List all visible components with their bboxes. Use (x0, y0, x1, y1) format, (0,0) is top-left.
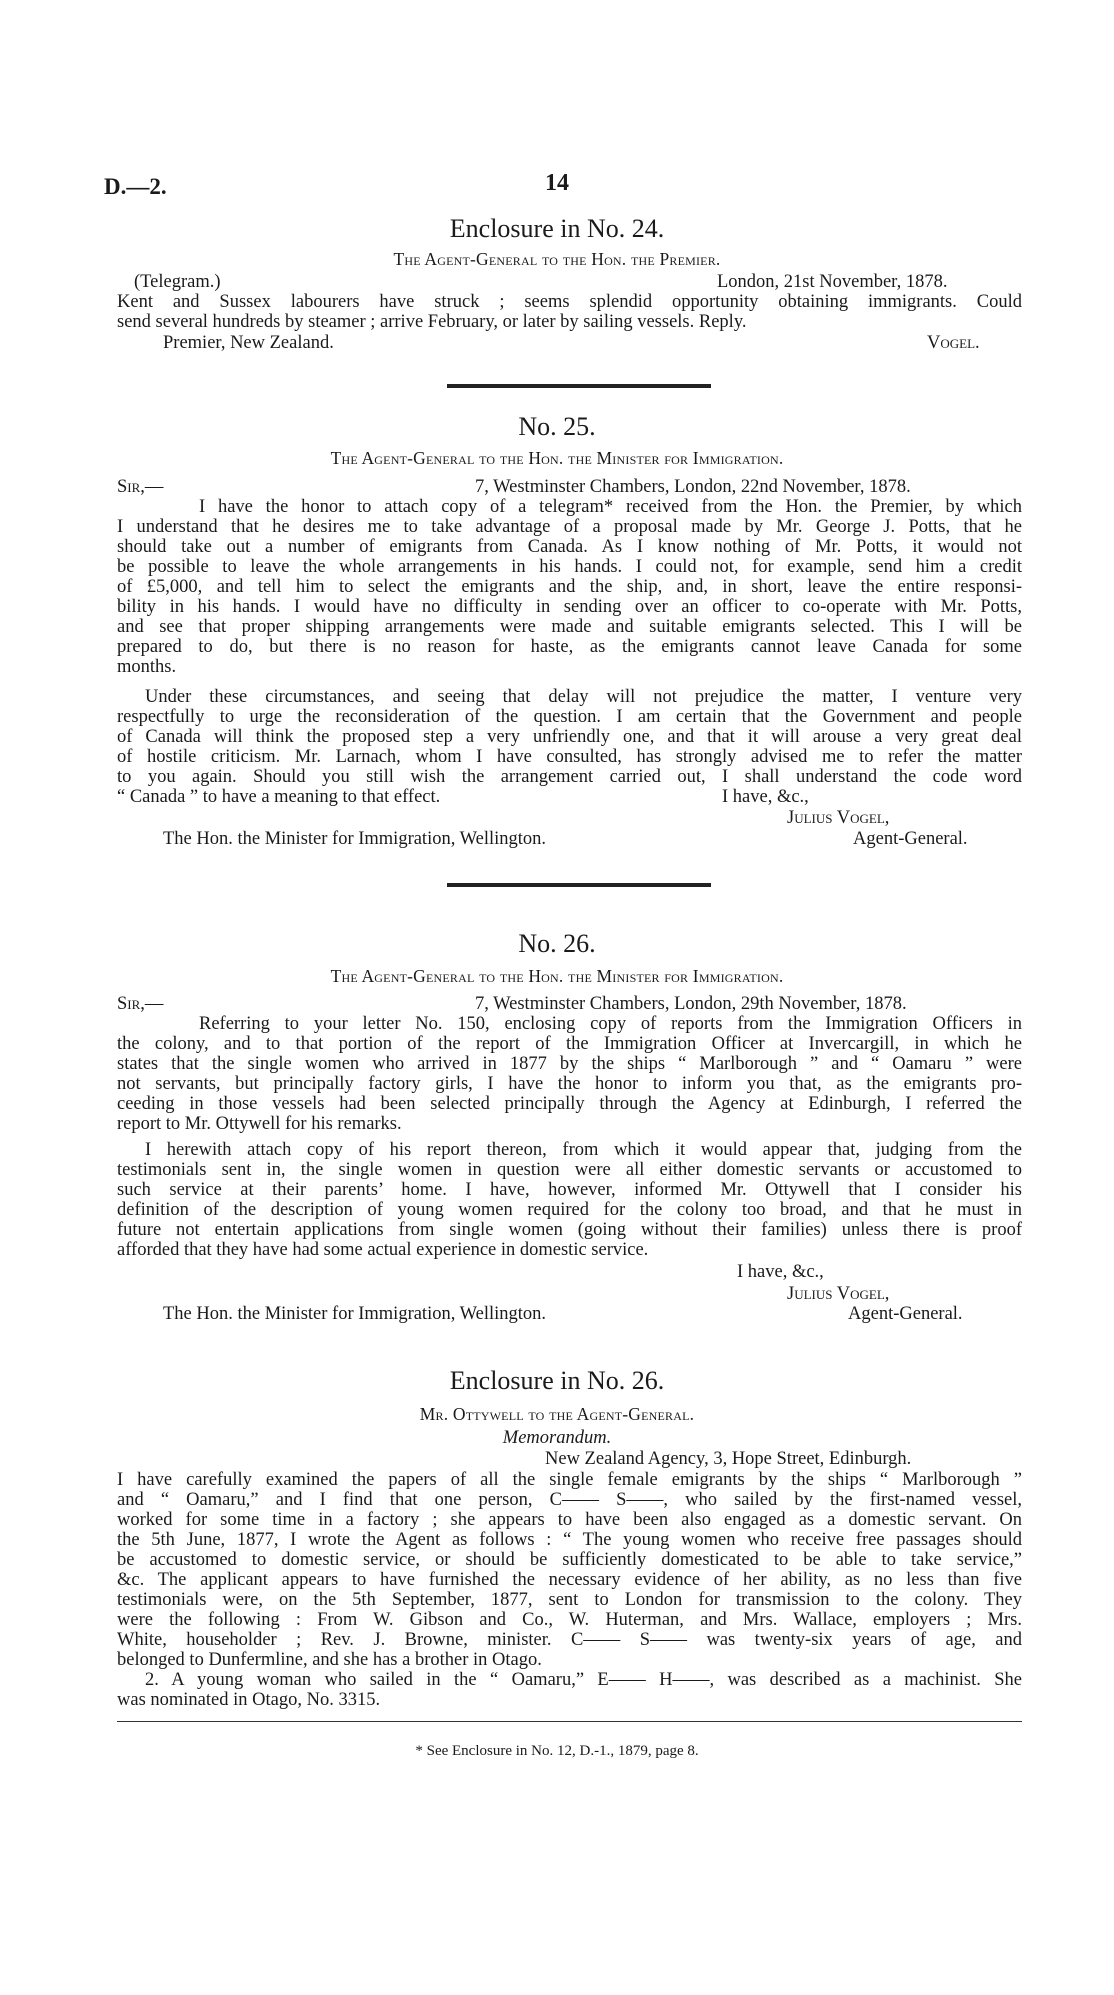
enclosure26-address: New Zealand Agency, 3, Hope Street, Edinburgh. (545, 1449, 912, 1469)
footnote-rule (117, 1721, 1022, 1722)
body-line: states that the single women who arrived in 1877 by the ships “ Marlborough ” and “ Oamaru ” were (117, 1054, 1022, 1074)
body-line: I have the honor to attach copy of a telegram* received from the Hon. the Premier, by which (199, 497, 1022, 517)
body-line: be possible to leave the whole arrangements in his hands. I could not, for example, send him a credit (117, 557, 1022, 577)
body-line: prepared to do, but there is no reason for haste, as the emigrants cannot leave Canada for some (117, 637, 1022, 657)
body-line: worked for some time in a factory ; she appears to have been also engaged as a domestic servant. On (117, 1510, 1022, 1530)
body-line: I understand that he desires me to take advantage of a proposal made by Mr. George J. Potts, that he (117, 517, 1022, 537)
document-code: D.—2. (104, 174, 167, 199)
no25-title: No. 25. (518, 412, 596, 441)
no25-addressee: The Hon. the Minister for Immigration, Wellington. (163, 829, 547, 849)
no25-para2 (117, 687, 1022, 787)
no26-title: No. 26. (518, 929, 596, 958)
body-line: definition of the description of young women required for the colony too broad, and that he must in (117, 1200, 1022, 1220)
enclosure24-subtitle: The Agent-General to the Hon. the Premier. (393, 249, 721, 269)
no26-addressee: The Hon. the Minister for Immigration, Wellington. (163, 1304, 547, 1324)
body-line: Referring to your letter No. 150, enclosing copy of reports from the Immigration Officers in (199, 1014, 1022, 1034)
body-line: and see that proper shipping arrangements were made and suitable emigrants selected. This I will be (117, 617, 1022, 637)
no26-signature: Julius Vogel, (787, 1284, 890, 1304)
no25-dateline: 7, Westminster Chambers, London, 22nd November, 1878. (475, 477, 911, 497)
enclosure24-dateline: London, 21st November, 1878. (717, 272, 948, 292)
body-line: the 5th June, 1877, I wrote the Agent as follows : “ The young women who receive free passages should (117, 1530, 1022, 1550)
body-line: respectfully to urge the reconsideration of the question. I am certain that the Government and people (117, 707, 1022, 727)
no26-para2 (117, 1140, 1022, 1260)
section-divider (447, 883, 711, 887)
enclosure26-para2 (117, 1670, 1022, 1710)
body-line: not servants, but principally factory girls, I have the honor to inform you that, as the emigrants pro- (117, 1074, 1022, 1094)
body-line: 2. A young woman who sailed in the “ Oamaru,” E—— H——, was described as a machinist. She (145, 1670, 1022, 1690)
body-line: report to Mr. Ottywell for his remarks. (117, 1114, 402, 1134)
body-line: to you again. Should you still wish the arrangement carried out, I shall understand the code word (117, 767, 1022, 787)
body-line: of hostile criticism. Mr. Larnach, whom I have consulted, has strongly advised me to refer the matter (117, 747, 1022, 767)
body-line: the colony, and to that portion of the report of the Immigration Officer at Invercargill, in which he (117, 1034, 1022, 1054)
enclosure24-addressee: Premier, New Zealand. (163, 333, 334, 353)
body-line: was nominated in Otago, No. 3315. (117, 1690, 381, 1710)
no25-closing: I have, &c., (722, 787, 809, 807)
no25-para1 (117, 497, 1022, 677)
section-divider (447, 384, 711, 388)
enclosure26-subtitle: Mr. Ottywell to the Agent-General. (419, 1404, 695, 1424)
memorandum-label: Memorandum. (502, 1428, 612, 1448)
body-line: send several hundreds by steamer ; arrive February, or later by sailing vessels. Reply. (117, 312, 747, 332)
body-line: should take out a number of emigrants from Canada. As I know nothing of Mr. Potts, it would not (117, 537, 1022, 557)
enclosure24-body (117, 292, 1022, 332)
no26-closing: I have, &c., (737, 1262, 824, 1282)
body-line: White, householder ; Rev. J. Browne, minister. C—— S—— was twenty-six years of age, and (117, 1630, 1022, 1650)
body-line: Under these circumstances, and seeing that delay will not prejudice the matter, I venture very (145, 687, 1022, 707)
body-line: &c. The applicant appears to have furnished the necessary evidence of her ability, as no less than five (117, 1570, 1022, 1590)
no26-salutation: Sir,— (117, 994, 164, 1014)
no25-salutation: Sir,— (117, 477, 164, 497)
enclosure24-title: Enclosure in No. 24. (449, 214, 665, 243)
body-line: were the following : From W. Gibson and Co., W. Huterman, and Mrs. Wallace, employers ; Mrs. (117, 1610, 1022, 1630)
body-line: Kent and Sussex labourers have struck ; seems splendid opportunity obtaining immigrants. Could (117, 292, 1022, 312)
body-line: ceeding in those vessels had been selected principally through the Agency at Edinburgh, I referred the (117, 1094, 1022, 1114)
enclosure24-signature: Vogel. (927, 333, 980, 353)
body-line: I herewith attach copy of his report thereon, from which it would appear that, judging from the (145, 1140, 1022, 1160)
no26-para1 (117, 1014, 1022, 1134)
body-line: months. (117, 657, 177, 677)
body-line: testimonials sent in, the single women in question were all either domestic servants or accustomed to (117, 1160, 1022, 1180)
body-line: belonged to Dunfermline, and she has a brother in Otago. (117, 1650, 542, 1670)
footnote: * See Enclosure in No. 12, D.-1., 1879, page 8. (415, 1743, 699, 1759)
body-line: of £5,000, and tell him to select the emigrants and the ship, and, in short, leave the entire responsi- (117, 577, 1022, 597)
no25-signature: Julius Vogel, (787, 808, 890, 828)
enclosure26-para1 (117, 1470, 1022, 1670)
body-line: of Canada will think the proposed step a very unfriendly one, and that it will arouse a very great deal (117, 727, 1022, 747)
no26-title-sign: Agent-General. (848, 1304, 963, 1324)
no25-title-sign: Agent-General. (853, 829, 968, 849)
body-line: future not entertain applications from single women (going without their families) unless there is proof (117, 1220, 1022, 1240)
body-line: I have carefully examined the papers of all the single female emigrants by the ships “ Marlborough ” (117, 1470, 1022, 1490)
body-line: be accustomed to domestic service, or should be sufficiently domesticated to be able to take service,” (117, 1550, 1022, 1570)
body-line: bility in his hands. I would have no difficulty in sending over an officer to co-operate with Mr. Potts, (117, 597, 1022, 617)
no25-subtitle: The Agent-General to the Hon. the Minister for Immigration. (330, 448, 784, 468)
no26-dateline: 7, Westminster Chambers, London, 29th November, 1878. (475, 994, 907, 1014)
telegram-label: (Telegram.) (134, 272, 221, 292)
body-line: such service at their parents’ home. I have, however, informed Mr. Ottywell that I consider his (117, 1180, 1022, 1200)
page-number: 14 (545, 170, 569, 196)
body-line: testimonials were, on the 5th September, 1877, sent to London for transmission to the colony. They (117, 1590, 1022, 1610)
body-line: and “ Oamaru,” and I find that one person, C—— S——, who sailed by the first-named vessel, (117, 1490, 1022, 1510)
enclosure26-title: Enclosure in No. 26. (449, 1366, 665, 1395)
body-line: afforded that they have had some actual experience in domestic service. (117, 1240, 649, 1260)
no25-para2-last: “ Canada ” to have a meaning to that effect. (117, 787, 441, 807)
no26-subtitle: The Agent-General to the Hon. the Minister for Immigration. (330, 966, 784, 986)
